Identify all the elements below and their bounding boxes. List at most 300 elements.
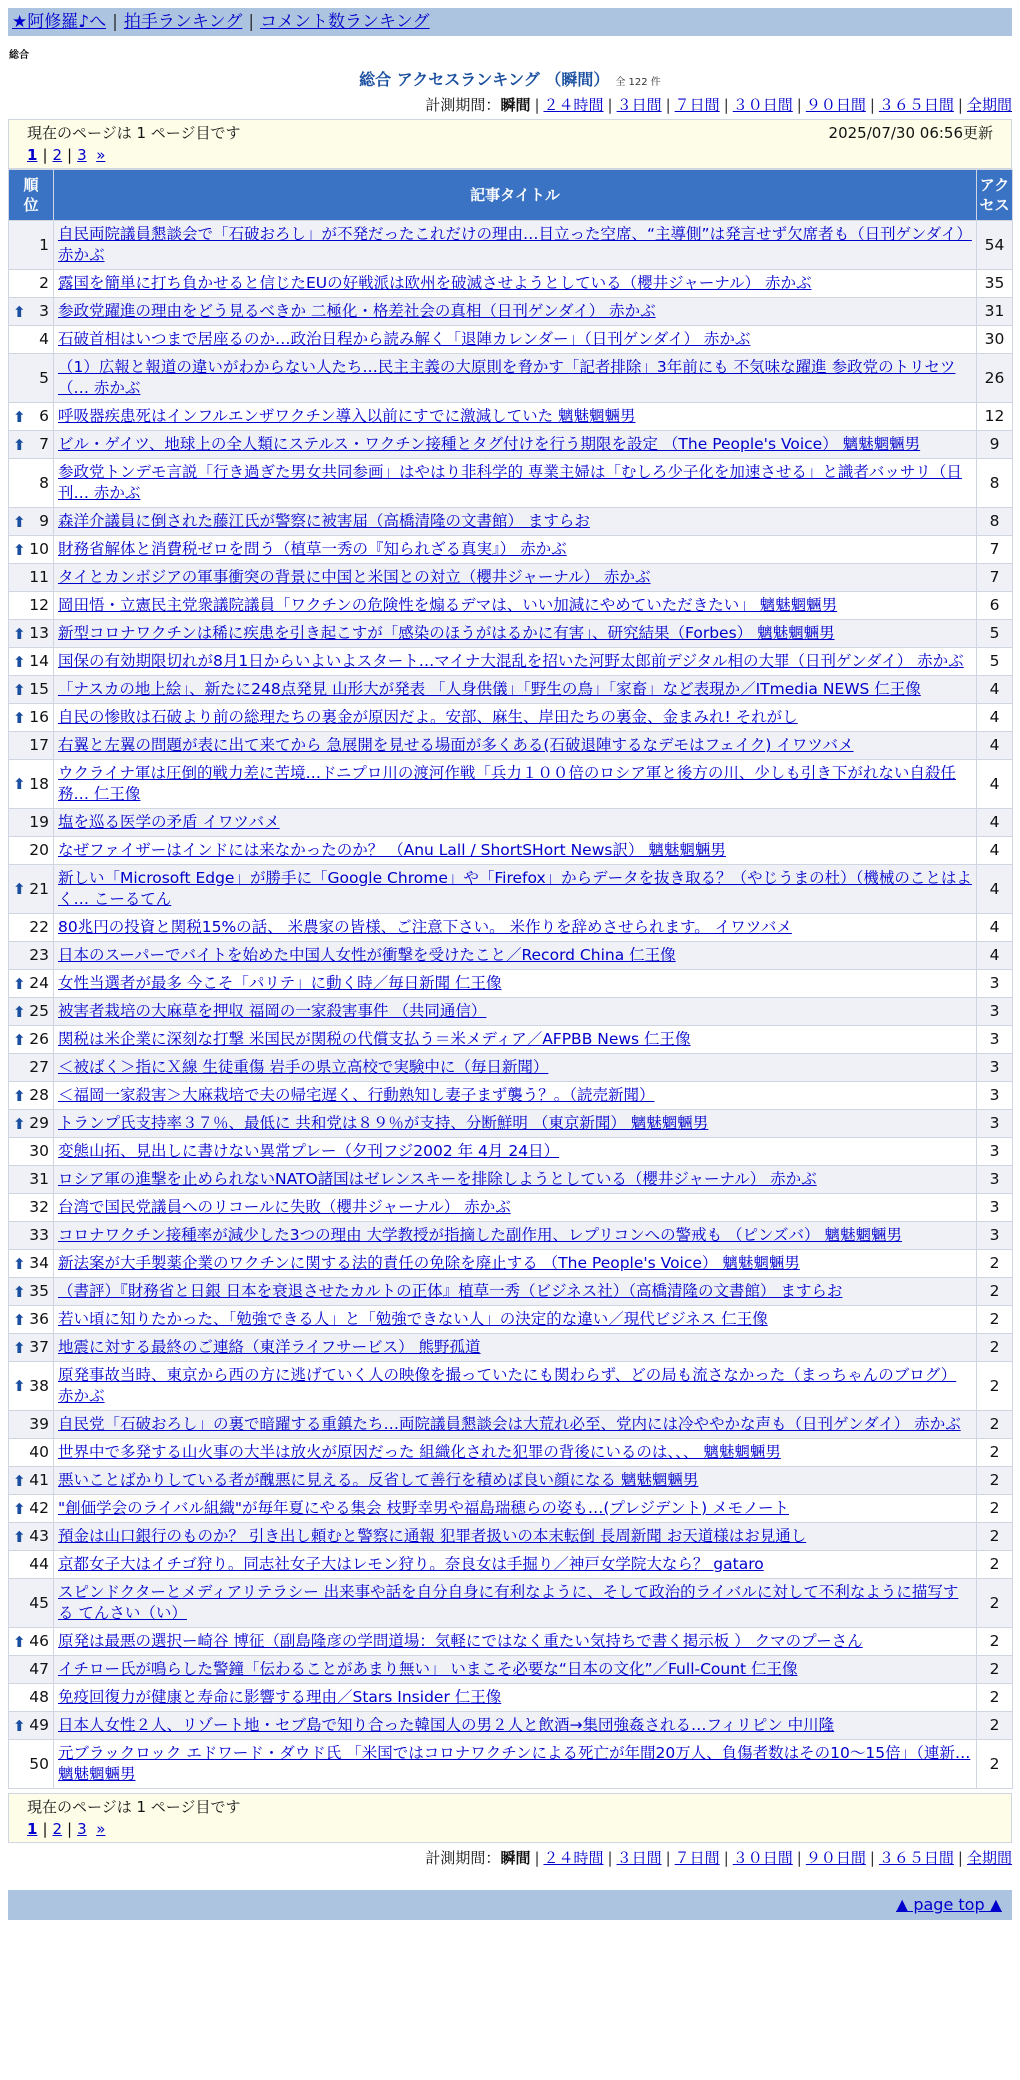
table-row <box>9 270 1013 298</box>
up-arrow-icon: ⬆ <box>13 624 26 643</box>
up-arrow-icon: ⬆ <box>13 1086 26 1105</box>
rank-cell <box>9 620 54 648</box>
rank-cell <box>9 592 54 620</box>
title-cell <box>54 1278 977 1306</box>
period-link[interactable]: ３日間 <box>616 96 662 114</box>
up-arrow-icon: ⬆ <box>13 1282 26 1301</box>
up-arrow-icon: ⬆ <box>13 974 26 993</box>
access-count: 4 <box>977 760 1013 809</box>
title-cell <box>54 942 977 970</box>
rank-cell <box>9 1306 54 1334</box>
table-row <box>9 1250 1013 1278</box>
title-cell <box>54 459 977 508</box>
access-count: 5 <box>977 648 1013 676</box>
article-link[interactable]: 世界中で多発する山火事の大半は放火が原因だった 組織化された犯罪の背後にいるのは、、、 魑魅魍魎男 <box>58 1443 781 1461</box>
title-cell <box>54 1054 977 1082</box>
rank-cell <box>9 403 54 431</box>
title-cell <box>54 760 977 809</box>
access-count: 3 <box>977 1222 1013 1250</box>
rank-cell <box>9 1684 54 1712</box>
rank-cell <box>9 704 54 732</box>
rank-number: 46 <box>29 1632 49 1650</box>
table-row <box>9 1579 1013 1628</box>
rank-cell <box>9 760 54 809</box>
rank-cell <box>9 1495 54 1523</box>
article-link[interactable]: 原発は最悪の選択ー崎谷 博征（副島隆彦の学問道場：気軽にではなく重たい気持ちで書く掲示板 ） クマのプーさん <box>58 1632 863 1650</box>
article-link[interactable]: トランプ氏支持率３７％、最低に 共和党は８９％が支持、分断鮮明 （東京新聞） 魑魅魍魎男 <box>58 1114 709 1132</box>
rank-number: 49 <box>29 1716 49 1734</box>
rank-cell <box>9 942 54 970</box>
period-link[interactable]: ２４時間 <box>543 96 604 114</box>
access-count: 3 <box>977 1166 1013 1194</box>
current-page-text: 現在のページは 1 ページ目です <box>27 124 241 142</box>
title-cell <box>54 1439 977 1467</box>
access-count: 2 <box>977 1306 1013 1334</box>
updated-timestamp: 2025/07/30 06:56更新 <box>828 124 993 142</box>
table-row <box>9 298 1013 326</box>
rank-cell <box>9 298 54 326</box>
access-count: 7 <box>977 536 1013 564</box>
up-arrow-icon: ⬆ <box>13 1716 26 1735</box>
title-cell <box>54 732 977 760</box>
access-count: 2 <box>977 1684 1013 1712</box>
period-selector <box>8 94 1012 115</box>
period-link[interactable]: ９０日間 <box>805 1849 866 1867</box>
clap-ranking-link[interactable]: 拍手ランキング <box>123 12 243 32</box>
table-row <box>9 1551 1013 1579</box>
title-cell <box>54 998 977 1026</box>
rank-cell <box>9 564 54 592</box>
period-separator: | <box>796 96 802 114</box>
ranking-title: 総合 アクセスランキング （瞬間） <box>359 70 610 89</box>
article-link[interactable]: 「ナスカの地上絵」、新たに248点発見 山形大が発表 「人身供儀」「野生の鳥」「家畜」など表現か／ITmedia NEWS 仁王像 <box>58 680 921 698</box>
table-row <box>9 221 1013 270</box>
article-link[interactable]: 若い頃に知りたかった、「勉強できる人」と「勉強できない人」の決定的な違い／現代ビジネス 仁王像 <box>58 1310 768 1328</box>
rank-number: 31 <box>29 1170 49 1188</box>
table-row <box>9 354 1013 403</box>
category-label: 総合 <box>9 50 29 61</box>
title-cell <box>54 1306 977 1334</box>
rank-cell <box>9 508 54 536</box>
period-link[interactable]: 全期間 <box>966 1849 1012 1867</box>
article-link[interactable]: ウクライナ軍は圧倒的戦力差に苦境…ドニプロ川の渡河作戦「兵力１００倍のロシア軍と後方の川、少しも引き下がれない自殺任務… 仁王像 <box>58 764 956 803</box>
rank-cell <box>9 865 54 914</box>
article-link[interactable]: 塩を巡る医学の矛盾 イワツバメ <box>58 813 280 831</box>
rank-cell <box>9 970 54 998</box>
rank-header: 順位 <box>9 170 54 221</box>
rank-number: 37 <box>29 1338 49 1356</box>
table-row <box>9 1684 1013 1712</box>
access-count: 6 <box>977 592 1013 620</box>
rank-number: 7 <box>39 435 49 453</box>
period-link[interactable]: ９０日間 <box>805 96 866 114</box>
table-row <box>9 865 1013 914</box>
table-row <box>9 1495 1013 1523</box>
footer-bar <box>8 1890 1012 1920</box>
article-link[interactable]: 自民の惨敗は石破より前の総理たちの裏金が原因だよ。安部、麻生、岸田たちの裏金、金まみれ! それがし <box>58 708 798 726</box>
access-count: 8 <box>977 508 1013 536</box>
rank-number: 25 <box>29 1002 49 1020</box>
title-cell <box>54 1138 977 1166</box>
rank-number: 44 <box>29 1555 49 1573</box>
rank-number: 35 <box>29 1282 49 1300</box>
access-count: 2 <box>977 1523 1013 1551</box>
period-separator: | <box>534 96 540 114</box>
title-cell <box>54 1740 977 1789</box>
rank-number: 39 <box>29 1415 49 1433</box>
rank-number: 3 <box>39 302 49 320</box>
page-link-3[interactable]: 3 <box>77 146 87 164</box>
access-count: 4 <box>977 732 1013 760</box>
article-link[interactable]: 露国を簡単に打ち負かせると信じたEUの好戦派は欧州を破滅させようとしている（櫻井ジャーナル） 赤かぶ <box>58 274 812 292</box>
rank-cell <box>9 1628 54 1656</box>
table-row <box>9 536 1013 564</box>
rank-number: 16 <box>29 708 49 726</box>
article-link[interactable]: 女性当選者が最多 今こそ「パリテ」に動く時／毎日新聞 仁王像 <box>58 974 502 992</box>
article-link[interactable]: 新しい「Microsoft Edge」が勝手に「Google Chrome」や「Firefox」からデータを抜き取る？（やじうまの杜）（機械のことはよく… こーるてん <box>58 869 972 908</box>
table-row <box>9 564 1013 592</box>
rank-cell <box>9 1110 54 1138</box>
period-link[interactable]: ７日間 <box>674 96 720 114</box>
access-count: 2 <box>977 1579 1013 1628</box>
rank-number: 33 <box>29 1226 49 1244</box>
total-count: 全 122 件 <box>615 77 661 88</box>
rank-cell <box>9 1362 54 1411</box>
page-top-link[interactable]: ▲ page top ▲ <box>895 1895 1002 1914</box>
rank-cell <box>9 1054 54 1082</box>
access-count: 2 <box>977 1495 1013 1523</box>
article-link[interactable]: コロナワクチン接種率が減少した3つの理由 大学教授が指摘した副作用、レプリコンへの警戒も （ピンズバ） 魑魅魍魎男 <box>58 1226 902 1244</box>
table-row <box>9 1712 1013 1740</box>
title-cell <box>54 676 977 704</box>
table-row <box>9 1110 1013 1138</box>
rank-cell <box>9 1656 54 1684</box>
title-cell <box>54 1712 977 1740</box>
rank-cell <box>9 1579 54 1628</box>
table-row <box>9 592 1013 620</box>
table-row <box>9 1628 1013 1656</box>
ranking-heading <box>0 67 1020 90</box>
title-cell <box>54 1222 977 1250</box>
period-link[interactable]: ３６５日間 <box>878 1849 954 1867</box>
up-arrow-icon: ⬆ <box>13 407 26 426</box>
article-link[interactable]: 参政党躍進の理由をどう見るべきか 二極化・格差社会の真相（日刊ゲンダイ） 赤かぶ <box>58 302 656 320</box>
article-link[interactable]: 免疫回復力が健康と寿命に影響する理由／Stars Insider 仁王像 <box>58 1688 502 1706</box>
rank-cell <box>9 1138 54 1166</box>
article-link[interactable]: 預金は山口銀行のものか？ 引き出し頼むと警察に通報 犯罪者扱いの本末転倒 長周新聞 お天道様はお見通し <box>58 1527 807 1545</box>
period-link[interactable]: ３０日間 <box>732 96 793 114</box>
period-separator: | <box>665 1849 671 1867</box>
article-link[interactable]: 呼吸器疾患死はインフルエンザワクチン導入以前にすでに激減していた 魑魅魍魎男 <box>58 407 636 425</box>
rank-cell <box>9 1334 54 1362</box>
rank-number: 11 <box>29 568 49 586</box>
table-row <box>9 1222 1013 1250</box>
article-link[interactable]: タイとカンボジアの軍事衝突の背景に中国と米国との対立（櫻井ジャーナル） 赤かぶ <box>58 568 651 586</box>
access-count: 2 <box>977 1334 1013 1362</box>
access-count: 3 <box>977 1110 1013 1138</box>
table-row <box>9 1138 1013 1166</box>
rank-number: 29 <box>29 1114 49 1132</box>
title-cell <box>54 1467 977 1495</box>
period-separator: | <box>665 96 671 114</box>
table-row <box>9 1523 1013 1551</box>
article-link[interactable]: （書評）『財務省と日銀 日本を衰退させたカルトの正体』植草一秀（ビジネス社）（高橋清隆の文書館） ますらお <box>58 1282 843 1300</box>
access-count: 31 <box>977 298 1013 326</box>
article-link[interactable]: ＜福岡一家殺害＞大麻栽培で夫の帰宅遅く、行動熟知し妻子まず襲う？。（読売新聞） <box>58 1086 655 1104</box>
article-link[interactable]: 自民党「石破おろし」の裏で暗躍する重鎮たち…両院議員懇談会は大荒れ必至、党内には冷ややかな声も（日刊ゲンダイ） 赤かぶ <box>58 1415 961 1433</box>
rank-number: 8 <box>39 473 49 492</box>
article-link[interactable]: なぜファイザーはインドには来なかったのか？ （Anu Lall / ShortSHort News訳） 魑魅魍魎男 <box>58 841 726 859</box>
title-cell <box>54 1656 977 1684</box>
rank-cell <box>9 809 54 837</box>
article-link[interactable]: 参政党トンデモ言説「行き過ぎた男女共同参画」はやはり非科学的 専業主婦は「むしろ少子化を加速させる」と識者バッサリ（日刊… 赤かぶ <box>58 463 962 502</box>
up-arrow-icon: ⬆ <box>13 775 26 793</box>
period-separator: | <box>796 1849 802 1867</box>
article-link[interactable]: 石破首相はいつまで居座るのか…政治日程から読み解く「退陣カレンダー」（日刊ゲンダイ） 赤かぶ <box>58 330 751 348</box>
access-count: 2 <box>977 1740 1013 1789</box>
next-page-link[interactable]: » <box>96 146 106 164</box>
title-cell <box>54 914 977 942</box>
table-row <box>9 1334 1013 1362</box>
table-row <box>9 704 1013 732</box>
article-link[interactable]: 地震に対する最終のご連絡（東洋ライフサービス） 熊野孤道 <box>58 1338 481 1356</box>
article-link[interactable]: 台湾で国民党議員へのリコールに失敗（櫻井ジャーナル） 赤かぶ <box>58 1198 511 1216</box>
rank-number: 1 <box>39 235 49 254</box>
rank-number: 24 <box>29 974 49 992</box>
up-arrow-icon: ⬆ <box>13 435 26 454</box>
article-link[interactable]: "創価学会のライバル組織"が毎年夏にやる集会 枝野幸男や福島瑞穂らの姿も…(プレジデント) メモノート <box>58 1499 789 1517</box>
period-separator: | <box>869 1849 875 1867</box>
access-count: 5 <box>977 620 1013 648</box>
period-link[interactable]: ３０日間 <box>732 1849 793 1867</box>
next-page-link[interactable]: » <box>96 1820 106 1838</box>
title-cell <box>54 1362 977 1411</box>
article-link[interactable]: スピンドクターとメディアリテラシー 出来事や話を自分自身に有利なように、そして政治的ライバルに対して不利なように描写する てんさい（い） <box>58 1583 959 1622</box>
rank-number: 2 <box>39 274 49 292</box>
access-count: 35 <box>977 270 1013 298</box>
up-arrow-icon: ⬆ <box>13 302 26 321</box>
top-nav-bar <box>8 8 1012 36</box>
title-cell <box>54 1250 977 1278</box>
table-row <box>9 1362 1013 1411</box>
period-separator: | <box>723 96 729 114</box>
rank-cell <box>9 221 54 270</box>
title-cell <box>54 221 977 270</box>
access-count: 4 <box>977 809 1013 837</box>
access-count: 2 <box>977 1411 1013 1439</box>
access-count: 2 <box>977 1551 1013 1579</box>
rank-number: 14 <box>29 652 49 670</box>
access-count: 7 <box>977 564 1013 592</box>
title-cell <box>54 1495 977 1523</box>
up-arrow-icon: ⬆ <box>13 1632 26 1651</box>
nav-separator: | <box>112 12 118 32</box>
period-link[interactable]: 全期間 <box>966 96 1012 114</box>
access-count: 2 <box>977 1278 1013 1306</box>
article-link[interactable]: イチロー氏が鳴らした警鐘「伝わることがあまり無い」 いまこそ必要な“日本の文化”／Full-Count 仁王像 <box>58 1660 798 1678</box>
up-arrow-icon: ⬆ <box>13 512 26 531</box>
access-count: 9 <box>977 431 1013 459</box>
access-count: 30 <box>977 326 1013 354</box>
period-label: 計測期間： <box>425 96 501 114</box>
table-row <box>9 1278 1013 1306</box>
article-link[interactable]: 京都女子大はイチゴ狩り。同志社女子大はレモン狩り。奈良女は手掘り／神戸女学院大なら？ gataro <box>58 1555 764 1573</box>
access-header: アクセス <box>977 170 1013 221</box>
title-cell <box>54 1082 977 1110</box>
rank-cell <box>9 732 54 760</box>
article-link[interactable]: 自民両院議員懇談会で「石破おろし」が不発だったこれだけの理由…目立った空席、“主導側”は発言せず欠席者も（日刊ゲンダイ） 赤かぶ <box>58 225 972 264</box>
rank-number: 22 <box>29 918 49 936</box>
title-cell <box>54 1026 977 1054</box>
rank-number: 5 <box>39 368 49 387</box>
rank-cell <box>9 837 54 865</box>
article-link[interactable]: 80兆円の投資と関税15%の話、 米農家の皆様、ご注意下さい。 米作りを辞めさせられます。 イワツバメ <box>58 918 792 936</box>
rank-number: 18 <box>29 774 49 793</box>
table-row <box>9 648 1013 676</box>
page-link-2[interactable]: 2 <box>52 1820 63 1838</box>
access-count: 4 <box>977 676 1013 704</box>
pager-bottom <box>8 1793 1012 1843</box>
rank-cell <box>9 1222 54 1250</box>
article-link[interactable]: 日本のスーパーでバイトを始めた中国人女性が衝撃を受けたこと／Record China 仁王像 <box>58 946 676 964</box>
access-count: 2 <box>977 1467 1013 1495</box>
rank-number: 38 <box>29 1376 49 1395</box>
article-link[interactable]: ロシア軍の進撃を止められないNATO諸国はゼレンスキーを排除しようとしている（櫻井ジャーナル） 赤かぶ <box>58 1170 817 1188</box>
rank-cell <box>9 1166 54 1194</box>
access-count: 3 <box>977 1194 1013 1222</box>
title-cell <box>54 1166 977 1194</box>
table-row <box>9 1740 1013 1789</box>
up-arrow-icon: ⬆ <box>13 1338 26 1357</box>
period-link[interactable]: ７日間 <box>674 1849 720 1867</box>
title-cell <box>54 1334 977 1362</box>
article-link[interactable]: ビル・ゲイツ、地球上の全人類にステルス・ワクチン接種とタグ付けを行う期限を設定 （The People's Voice） 魑魅魍魎男 <box>58 435 921 453</box>
rank-number: 17 <box>29 736 49 754</box>
title-cell <box>54 1551 977 1579</box>
access-count: 12 <box>977 403 1013 431</box>
rank-number: 43 <box>29 1527 49 1545</box>
article-link[interactable]: ＜被ばく＞指にＸ線 生徒重傷 岩手の県立高校で実験中に（毎日新聞） <box>58 1058 549 1076</box>
article-link[interactable]: 財務省解体と消費税ゼロを問う（植草一秀の『知られざる真実』） 赤かぶ <box>58 540 567 558</box>
article-link[interactable]: 元ブラックロック エドワード・ダウド氏 「米国ではコロナワクチンによる死亡が年間20万人、負傷者数はその10〜15倍」（連新… 魑魅魍魎男 <box>58 1744 971 1783</box>
table-row <box>9 459 1013 508</box>
rank-number: 4 <box>39 330 49 348</box>
title-cell <box>54 648 977 676</box>
up-arrow-icon: ⬆ <box>13 708 26 727</box>
table-row <box>9 1467 1013 1495</box>
access-count: 2 <box>977 1439 1013 1467</box>
title-cell <box>54 970 977 998</box>
up-arrow-icon: ⬆ <box>13 1527 26 1546</box>
period-current: 瞬間 <box>500 96 531 114</box>
access-count: 4 <box>977 865 1013 914</box>
access-count: 2 <box>977 1250 1013 1278</box>
article-link[interactable]: 森洋介議員に倒された藤江氏が警察に被害届（高橋清隆の文書館） ますらお <box>58 512 590 530</box>
rank-cell <box>9 326 54 354</box>
period-label: 計測期間： <box>425 1849 501 1867</box>
article-link[interactable]: 日本人女性２人、リゾート地・セブ島で知り合った韓国人の男２人と飲酒→集団強姦される…フィリピン 中川隆 <box>58 1716 835 1734</box>
up-arrow-icon: ⬆ <box>13 1002 26 1021</box>
rank-number: 45 <box>29 1593 49 1612</box>
rank-number: 23 <box>29 946 49 964</box>
access-count: 8 <box>977 459 1013 508</box>
access-count: 2 <box>977 1628 1013 1656</box>
period-separator: | <box>723 1849 729 1867</box>
access-count: 54 <box>977 221 1013 270</box>
access-count: 3 <box>977 998 1013 1026</box>
home-link[interactable]: ★阿修羅♪へ <box>12 12 107 32</box>
article-link[interactable]: 右翼と左翼の問題が表に出て来てから 急展開を見せる場面が多くある(石破退陣するなデモはフェイク) イワツバメ <box>58 736 854 754</box>
comment-ranking-link[interactable]: コメント数ランキング <box>260 12 430 32</box>
rank-cell <box>9 431 54 459</box>
title-cell <box>54 1110 977 1138</box>
table-row <box>9 431 1013 459</box>
access-count: 4 <box>977 942 1013 970</box>
access-count: 4 <box>977 837 1013 865</box>
article-link[interactable]: 新型コロナワクチンは稀に疾患を引き起こすが「感染のほうがはるかに有害」、研究結果（Forbes） 魑魅魍魎男 <box>58 624 835 642</box>
period-current: 瞬間 <box>500 1849 531 1867</box>
rank-cell <box>9 354 54 403</box>
page-link-2[interactable]: 2 <box>52 146 63 164</box>
table-row <box>9 998 1013 1026</box>
article-link[interactable]: 悪いことばかりしている者が醜悪に見える。反省して善行を積めば良い顔になる 魑魅魍魎男 <box>58 1471 699 1489</box>
period-link[interactable]: ３日間 <box>616 1849 662 1867</box>
rank-cell <box>9 1551 54 1579</box>
article-link[interactable]: （1）広報と報道の違いがわからない人たち…民主主義の大原則を脅かす「記者排除」3年前にも 不気味な躍進 参政党のトリセツ（… 赤かぶ <box>58 358 956 397</box>
rank-cell <box>9 270 54 298</box>
up-arrow-icon: ⬆ <box>13 1254 26 1273</box>
article-link[interactable]: 原発事故当時、東京から西の方に逃げていく人の映像を撮っていたにも関わらず、どの局も流さなかった（まっちゃんのブログ） 赤かぶ <box>58 1366 957 1405</box>
period-link[interactable]: ３６５日間 <box>878 96 954 114</box>
access-count: 3 <box>977 1138 1013 1166</box>
page-link-3[interactable]: 3 <box>77 1820 87 1838</box>
rank-cell <box>9 1467 54 1495</box>
article-link[interactable]: 新法案が大手製薬企業のワクチンに関する法的責任の免除を廃止する （The People's Voice） 魑魅魍魎男 <box>58 1254 800 1272</box>
period-selector-bottom <box>8 1847 1012 1868</box>
article-link[interactable]: 国保の有効期限切れが8月1日からいよいよスタート…マイナ大混乱を招いた河野太郎前デジタル相の大罪（日刊ゲンダイ） 赤かぶ <box>58 652 964 670</box>
page-links: 1 | 2 | 3 » <box>27 146 106 164</box>
title-cell <box>54 1194 977 1222</box>
page-link-current[interactable]: 1 <box>27 146 38 164</box>
rank-number: 20 <box>29 841 49 859</box>
title-cell <box>54 354 977 403</box>
table-row <box>9 1439 1013 1467</box>
article-link[interactable]: 関税は米企業に深刻な打撃 米国民が関税の代償支払う＝米メディア／AFPBB News 仁王像 <box>58 1030 691 1048</box>
access-count: 3 <box>977 1026 1013 1054</box>
title-cell <box>54 403 977 431</box>
up-arrow-icon: ⬆ <box>13 1310 26 1329</box>
rank-number: 27 <box>29 1058 49 1076</box>
rank-number: 19 <box>29 813 49 831</box>
period-link[interactable]: ２４時間 <box>543 1849 604 1867</box>
rank-number: 47 <box>29 1660 49 1678</box>
article-link[interactable]: 変態山拓、見出しに書けない異常プレー（夕刊フジ2002 年 4月 24日） <box>58 1142 560 1160</box>
article-link[interactable]: 岡田悟・立憲民主党衆議院議員「ワクチンの危険性を煽るデマは、いい加減にやめていただきたい」 魑魅魍魎男 <box>58 596 838 614</box>
rank-cell <box>9 676 54 704</box>
rank-number: 26 <box>29 1030 49 1048</box>
up-arrow-icon: ⬆ <box>13 652 26 671</box>
article-link[interactable]: 被害者栽培の大麻草を押収 福岡の一家殺害事件 （共同通信） <box>58 1002 487 1020</box>
rank-number: 42 <box>29 1499 49 1517</box>
rank-cell <box>9 1278 54 1306</box>
rank-cell <box>9 1250 54 1278</box>
title-cell <box>54 837 977 865</box>
access-count: 2 <box>977 1712 1013 1740</box>
rank-cell <box>9 459 54 508</box>
access-count: 3 <box>977 970 1013 998</box>
page-link-current[interactable]: 1 <box>27 1820 38 1838</box>
title-cell <box>54 270 977 298</box>
